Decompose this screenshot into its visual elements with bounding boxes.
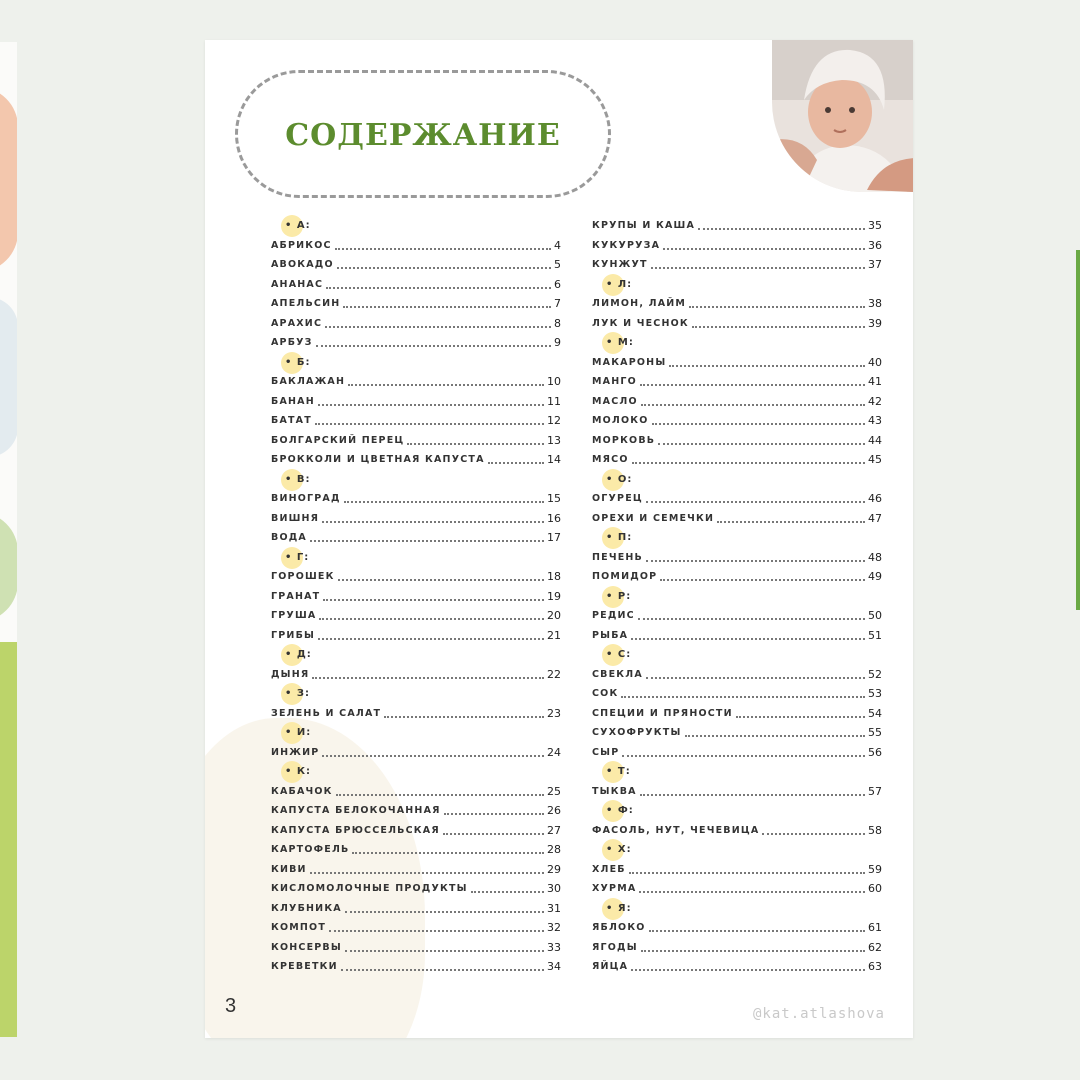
toc-entry bbox=[592, 606, 882, 626]
decorative-shape bbox=[0, 297, 17, 457]
dot-leader bbox=[310, 529, 544, 542]
dot-leader bbox=[689, 295, 865, 308]
toc-entry bbox=[271, 392, 561, 412]
dot-leader bbox=[652, 412, 865, 425]
toc-entry bbox=[271, 665, 561, 685]
toc-entry bbox=[271, 840, 561, 860]
toc-entry-title: АНАНАС bbox=[271, 278, 324, 290]
toc-entry-page: 32 bbox=[547, 921, 561, 935]
toc-letter-label: • Х: bbox=[606, 844, 632, 856]
toc-entry-page: 30 bbox=[547, 882, 561, 896]
toc-letter-label: • З: bbox=[285, 688, 310, 700]
toc-entry bbox=[592, 392, 882, 412]
toc-entry bbox=[271, 957, 561, 977]
contents-page bbox=[205, 40, 913, 1038]
dot-leader bbox=[325, 315, 551, 328]
toc-entry-title: ТЫКВА bbox=[592, 785, 637, 797]
toc-entry-page: 60 bbox=[868, 882, 882, 896]
toc-entry bbox=[271, 236, 561, 256]
dot-leader bbox=[649, 919, 865, 932]
toc-entry-page: 41 bbox=[868, 375, 882, 389]
dot-leader bbox=[319, 607, 544, 620]
toc-letter-heading bbox=[271, 762, 561, 782]
toc-entry-page: 57 bbox=[868, 784, 882, 798]
toc-entry-page: 40 bbox=[868, 355, 882, 369]
toc-entry-title: МАНГО bbox=[592, 376, 637, 388]
dot-leader bbox=[692, 315, 865, 328]
toc-entry bbox=[592, 626, 882, 646]
dot-leader bbox=[352, 841, 544, 854]
toc-entry-title: СОК bbox=[592, 688, 619, 700]
toc-entry-page: 45 bbox=[868, 453, 882, 467]
dot-leader bbox=[323, 588, 544, 601]
toc-entry-title: МОЛОКО bbox=[592, 415, 649, 427]
toc-entry-title: КАРТОФЕЛЬ bbox=[271, 844, 350, 856]
toc-entry bbox=[271, 587, 561, 607]
dot-leader bbox=[337, 256, 551, 269]
toc-entry-page: 22 bbox=[547, 667, 561, 681]
toc-letter-heading bbox=[271, 645, 561, 665]
toc-letter-label: • Л: bbox=[606, 278, 633, 290]
toc-entry-title: КРУПЫ И КАША bbox=[592, 220, 696, 232]
toc-entry-title: ПЕЧЕНЬ bbox=[592, 551, 643, 563]
toc-entry bbox=[271, 450, 561, 470]
dot-leader bbox=[315, 412, 544, 425]
toc-column-right bbox=[592, 216, 882, 977]
toc-entry bbox=[592, 938, 882, 958]
dot-leader bbox=[322, 510, 544, 523]
toc-entry-title: АРАХИС bbox=[271, 317, 323, 329]
dot-leader bbox=[762, 822, 865, 835]
toc-entry bbox=[271, 782, 561, 802]
dot-leader bbox=[639, 880, 865, 893]
toc-entry-title: ВИНОГРАД bbox=[271, 493, 341, 505]
toc-entry-page: 58 bbox=[868, 823, 882, 837]
toc-entry-title: ГРИБЫ bbox=[271, 629, 316, 641]
toc-entry-title: БРОККОЛИ И ЦВЕТНАЯ КАПУСТА bbox=[271, 454, 485, 466]
toc-entry-page: 6 bbox=[554, 277, 561, 291]
toc-entry bbox=[271, 704, 561, 724]
toc-entry bbox=[592, 918, 882, 938]
dot-leader bbox=[345, 939, 544, 952]
dot-leader bbox=[641, 393, 865, 406]
baby-photo bbox=[772, 40, 913, 192]
previous-page-preview bbox=[0, 42, 17, 1037]
toc-entry bbox=[592, 821, 882, 841]
toc-entry bbox=[271, 801, 561, 821]
toc-entry bbox=[592, 255, 882, 275]
toc-entry bbox=[271, 606, 561, 626]
toc-letter-heading bbox=[592, 645, 882, 665]
toc-entry bbox=[271, 567, 561, 587]
toc-entry-page: 49 bbox=[868, 570, 882, 584]
dot-leader bbox=[669, 354, 865, 367]
dot-leader bbox=[631, 627, 865, 640]
toc-letter-label: • Я: bbox=[606, 902, 632, 914]
toc-entry-title: КАПУСТА БРЮССЕЛЬСКАЯ bbox=[271, 824, 440, 836]
toc-entry-title: СЫР bbox=[592, 746, 620, 758]
toc-letter-label: • Р: bbox=[606, 590, 632, 602]
toc-entry-page: 39 bbox=[868, 316, 882, 330]
toc-entry-title: ХУРМА bbox=[592, 883, 637, 895]
toc-entry-page: 16 bbox=[547, 511, 561, 525]
toc-letter-label: • И: bbox=[285, 727, 312, 739]
dot-leader bbox=[318, 627, 544, 640]
dot-leader bbox=[345, 900, 544, 913]
toc-letter-heading bbox=[592, 275, 882, 295]
toc-letter-label: • О: bbox=[606, 473, 633, 485]
toc-entry-title: АПЕЛЬСИН bbox=[271, 298, 341, 310]
toc-entry-title: ОГУРЕЦ bbox=[592, 493, 643, 505]
toc-entry-page: 24 bbox=[547, 745, 561, 759]
decorative-shape bbox=[0, 87, 17, 272]
page-title: СОДЕРЖАНИЕ bbox=[285, 117, 561, 153]
dot-leader bbox=[685, 724, 866, 737]
dot-leader bbox=[646, 490, 865, 503]
dot-leader bbox=[629, 861, 865, 874]
toc-entry-page: 14 bbox=[547, 453, 561, 467]
toc-letter-heading bbox=[271, 684, 561, 704]
toc-entry-title: МОРКОВЬ bbox=[592, 434, 656, 446]
toc-entry-title: КАБАЧОК bbox=[271, 785, 333, 797]
toc-entry-title: ЯГОДЫ bbox=[592, 941, 638, 953]
toc-letter-label: • К: bbox=[285, 766, 312, 778]
toc-entry-page: 59 bbox=[868, 862, 882, 876]
dot-leader bbox=[316, 334, 551, 347]
toc-entry-page: 52 bbox=[868, 667, 882, 681]
toc-letter-label: • М: bbox=[606, 337, 634, 349]
toc-entry-title: ЯЙЦА bbox=[592, 961, 629, 973]
toc-letter-heading bbox=[271, 470, 561, 490]
dot-leader bbox=[318, 393, 544, 406]
toc-entry-page: 4 bbox=[554, 238, 561, 252]
toc-entry-title: АВОКАДО bbox=[271, 259, 334, 271]
dot-leader bbox=[444, 802, 544, 815]
toc-entry-title: ГРУША bbox=[271, 610, 317, 622]
toc-entry-title: КОНСЕРВЫ bbox=[271, 941, 342, 953]
dot-leader bbox=[622, 744, 865, 757]
toc-entry-page: 10 bbox=[547, 375, 561, 389]
decorative-shape bbox=[0, 642, 17, 1037]
toc-entry bbox=[592, 236, 882, 256]
toc-entry-title: ФАСОЛЬ, НУТ, ЧЕЧЕВИЦА bbox=[592, 824, 760, 836]
toc-entry bbox=[271, 528, 561, 548]
toc-entry bbox=[592, 489, 882, 509]
toc-entry bbox=[592, 860, 882, 880]
toc-entry bbox=[271, 899, 561, 919]
toc-entry-title: БАКЛАЖАН bbox=[271, 376, 346, 388]
toc-entry bbox=[271, 314, 561, 334]
toc-entry-page: 25 bbox=[547, 784, 561, 798]
toc-letter-heading bbox=[592, 762, 882, 782]
toc-entry-page: 35 bbox=[868, 219, 882, 233]
toc-entry-page: 46 bbox=[868, 492, 882, 506]
toc-entry-title: АРБУЗ bbox=[271, 337, 313, 349]
toc-entry bbox=[271, 372, 561, 392]
toc-entry bbox=[592, 411, 882, 431]
toc-letter-label: • Д: bbox=[285, 649, 312, 661]
dot-leader bbox=[621, 685, 865, 698]
toc-entry-page: 50 bbox=[868, 609, 882, 623]
toc-entry bbox=[592, 957, 882, 977]
toc-entry-title: ЛИМОН, ЛАЙМ bbox=[592, 298, 687, 310]
toc-entry bbox=[271, 860, 561, 880]
toc-letter-heading bbox=[271, 353, 561, 373]
toc-entry-page: 42 bbox=[868, 394, 882, 408]
dot-leader bbox=[658, 432, 865, 445]
toc-entry-title: БАНАН bbox=[271, 395, 315, 407]
toc-entry-page: 27 bbox=[547, 823, 561, 837]
dot-leader bbox=[736, 705, 865, 718]
toc-entry-page: 13 bbox=[547, 433, 561, 447]
dot-leader bbox=[329, 919, 544, 932]
toc-entry bbox=[271, 294, 561, 314]
toc-entry-page: 19 bbox=[547, 589, 561, 603]
toc-entry bbox=[592, 509, 882, 529]
toc-entry-title: КОМПОТ bbox=[271, 922, 327, 934]
page-number: 3 bbox=[225, 995, 237, 1017]
toc-entry bbox=[592, 314, 882, 334]
toc-entry-page: 51 bbox=[868, 628, 882, 642]
dot-leader bbox=[344, 490, 544, 503]
toc-entry-title: ЛУК И ЧЕСНОК bbox=[592, 317, 689, 329]
dot-leader bbox=[343, 295, 551, 308]
dot-leader bbox=[651, 256, 865, 269]
dot-leader bbox=[646, 549, 865, 562]
toc-entry bbox=[592, 353, 882, 373]
toc-entry-page: 15 bbox=[547, 492, 561, 506]
toc-entry-page: 9 bbox=[554, 336, 561, 350]
toc-entry-page: 17 bbox=[547, 531, 561, 545]
toc-entry-title: КУНЖУТ bbox=[592, 259, 648, 271]
toc-letter-heading bbox=[592, 801, 882, 821]
toc-entry-page: 55 bbox=[868, 726, 882, 740]
dot-leader bbox=[640, 783, 865, 796]
dot-leader bbox=[631, 958, 865, 971]
toc-entry-title: ГОРОШЕК bbox=[271, 571, 335, 583]
toc-entry-title: КЛУБНИКА bbox=[271, 902, 342, 914]
toc-letter-heading bbox=[592, 470, 882, 490]
dot-leader bbox=[640, 373, 865, 386]
dot-leader bbox=[632, 451, 865, 464]
toc-entry-title: КУКУРУЗА bbox=[592, 239, 661, 251]
toc-entry-page: 21 bbox=[547, 628, 561, 642]
toc-entry-page: 62 bbox=[868, 940, 882, 954]
toc-entry-page: 28 bbox=[547, 843, 561, 857]
toc-letter-heading bbox=[271, 216, 561, 236]
toc-entry bbox=[592, 294, 882, 314]
toc-letter-heading bbox=[271, 548, 561, 568]
toc-entry-page: 34 bbox=[547, 960, 561, 974]
toc-entry-title: СВЕКЛА bbox=[592, 668, 643, 680]
toc-entry-title: ИНЖИР bbox=[271, 746, 320, 758]
dot-leader bbox=[471, 880, 544, 893]
toc-entry-title: ОРЕХИ И СЕМЕЧКИ bbox=[592, 512, 715, 524]
dot-leader bbox=[488, 451, 544, 464]
dot-leader bbox=[384, 705, 544, 718]
dot-leader bbox=[663, 237, 865, 250]
toc-entry bbox=[592, 782, 882, 802]
toc-letter-heading bbox=[271, 723, 561, 743]
toc-letter-heading bbox=[592, 528, 882, 548]
toc-entry bbox=[592, 450, 882, 470]
toc-entry bbox=[592, 704, 882, 724]
toc-entry-title: АБРИКОС bbox=[271, 239, 332, 251]
dot-leader bbox=[326, 276, 551, 289]
toc-entry-title: ЯБЛОКО bbox=[592, 922, 646, 934]
dot-leader bbox=[646, 666, 865, 679]
toc-entry-title: КИСЛОМОЛОЧНЫЕ ПРОДУКТЫ bbox=[271, 883, 468, 895]
toc-entry-title: РЕДИС bbox=[592, 610, 635, 622]
toc-entry-page: 31 bbox=[547, 901, 561, 915]
toc-entry-page: 61 bbox=[868, 921, 882, 935]
dot-leader bbox=[407, 432, 544, 445]
dot-leader bbox=[717, 510, 865, 523]
toc-entry-page: 53 bbox=[868, 687, 882, 701]
toc-entry-page: 47 bbox=[868, 511, 882, 525]
toc-entry-page: 11 bbox=[547, 394, 561, 408]
decorative-shape bbox=[0, 512, 17, 622]
dot-leader bbox=[641, 939, 865, 952]
toc-letter-label: • Г: bbox=[285, 551, 310, 563]
toc-entry-page: 23 bbox=[547, 706, 561, 720]
toc-letter-heading bbox=[592, 333, 882, 353]
toc-entry bbox=[592, 372, 882, 392]
toc-entry bbox=[271, 275, 561, 295]
toc-column-left bbox=[271, 216, 561, 977]
toc-entry-title: КИВИ bbox=[271, 863, 307, 875]
toc-letter-label: • А: bbox=[285, 220, 311, 232]
dot-leader bbox=[335, 237, 551, 250]
toc-letter-label: • Б: bbox=[285, 356, 311, 368]
toc-entry-page: 12 bbox=[547, 414, 561, 428]
dot-leader bbox=[336, 783, 544, 796]
toc-entry-page: 36 bbox=[868, 238, 882, 252]
toc-entry-title: БАТАТ bbox=[271, 415, 312, 427]
toc-entry bbox=[271, 489, 561, 509]
title-frame bbox=[235, 70, 611, 198]
toc-entry-page: 43 bbox=[868, 414, 882, 428]
toc-entry-title: СУХОФРУКТЫ bbox=[592, 727, 682, 739]
toc-letter-label: • В: bbox=[285, 473, 311, 485]
toc-entry bbox=[592, 723, 882, 743]
toc-entry-title: МЯСО bbox=[592, 454, 629, 466]
toc-entry-title: ПОМИДОР bbox=[592, 571, 658, 583]
toc-entry-title: БОЛГАРСКИЙ ПЕРЕЦ bbox=[271, 434, 405, 446]
toc-entry bbox=[271, 879, 561, 899]
toc-entry-page: 18 bbox=[547, 570, 561, 584]
toc-letter-heading bbox=[592, 587, 882, 607]
toc-letter-heading bbox=[592, 899, 882, 919]
toc-entry bbox=[271, 333, 561, 353]
toc-entry-title: ХЛЕБ bbox=[592, 863, 626, 875]
toc-entry-page: 37 bbox=[868, 258, 882, 272]
toc-entry-page: 38 bbox=[868, 297, 882, 311]
toc-letter-label: • С: bbox=[606, 649, 632, 661]
dot-leader bbox=[312, 666, 544, 679]
toc-entry-page: 33 bbox=[547, 940, 561, 954]
toc-entry-page: 20 bbox=[547, 609, 561, 623]
toc-entry-title: РЫБА bbox=[592, 629, 629, 641]
toc-letter-label: • Ф: bbox=[606, 805, 634, 817]
toc-entry-title: СПЕЦИИ И ПРЯНОСТИ bbox=[592, 707, 733, 719]
dot-leader bbox=[338, 568, 544, 581]
toc-entry-title: ГРАНАТ bbox=[271, 590, 321, 602]
toc-entry-title: МАКАРОНЫ bbox=[592, 356, 667, 368]
toc-entry bbox=[271, 431, 561, 451]
toc-entry-page: 63 bbox=[868, 960, 882, 974]
toc-entry bbox=[592, 431, 882, 451]
toc-entry-page: 29 bbox=[547, 862, 561, 876]
toc-entry-page: 5 bbox=[554, 258, 561, 272]
author-handle: @kat.atlashova bbox=[752, 1006, 885, 1022]
toc-entry-page: 54 bbox=[868, 706, 882, 720]
dot-leader bbox=[443, 822, 544, 835]
toc-entry bbox=[592, 216, 882, 236]
toc-entry bbox=[592, 548, 882, 568]
toc-entry bbox=[592, 567, 882, 587]
toc-entry-page: 26 bbox=[547, 804, 561, 818]
toc-entry bbox=[271, 938, 561, 958]
toc-entry-page: 56 bbox=[868, 745, 882, 759]
toc-letter-label: • П: bbox=[606, 532, 633, 544]
dot-leader bbox=[322, 744, 544, 757]
dot-leader bbox=[310, 861, 544, 874]
dot-leader bbox=[698, 217, 865, 230]
toc-entry bbox=[271, 821, 561, 841]
toc-entry-page: 44 bbox=[868, 433, 882, 447]
toc-entry-title: КАПУСТА БЕЛОКОЧАННАЯ bbox=[271, 805, 441, 817]
toc-entry-title: КРЕВЕТКИ bbox=[271, 961, 338, 973]
toc-entry-title: МАСЛО bbox=[592, 395, 638, 407]
toc-entry-title: ВОДА bbox=[271, 532, 307, 544]
toc-entry bbox=[271, 743, 561, 763]
toc-entry-title: ЗЕЛЕНЬ И САЛАТ bbox=[271, 707, 382, 719]
next-page-preview bbox=[1076, 250, 1080, 610]
toc-entry-title: ДЫНЯ bbox=[271, 668, 310, 680]
dot-leader bbox=[348, 373, 544, 386]
toc-entry-page: 7 bbox=[554, 297, 561, 311]
toc-entry bbox=[271, 918, 561, 938]
toc-letter-heading bbox=[592, 840, 882, 860]
toc-entry-title: ВИШНЯ bbox=[271, 512, 320, 524]
toc-letter-label: • Т: bbox=[606, 766, 631, 778]
toc-entry bbox=[592, 743, 882, 763]
dot-leader bbox=[341, 958, 544, 971]
toc-entry bbox=[271, 509, 561, 529]
dot-leader bbox=[638, 607, 865, 620]
dot-leader bbox=[660, 568, 865, 581]
toc-entry bbox=[592, 684, 882, 704]
toc-entry bbox=[271, 411, 561, 431]
toc-entry-page: 48 bbox=[868, 550, 882, 564]
toc-entry-page: 8 bbox=[554, 316, 561, 330]
toc-entry bbox=[592, 879, 882, 899]
toc-entry bbox=[271, 255, 561, 275]
toc-entry bbox=[592, 665, 882, 685]
toc-entry bbox=[271, 626, 561, 646]
